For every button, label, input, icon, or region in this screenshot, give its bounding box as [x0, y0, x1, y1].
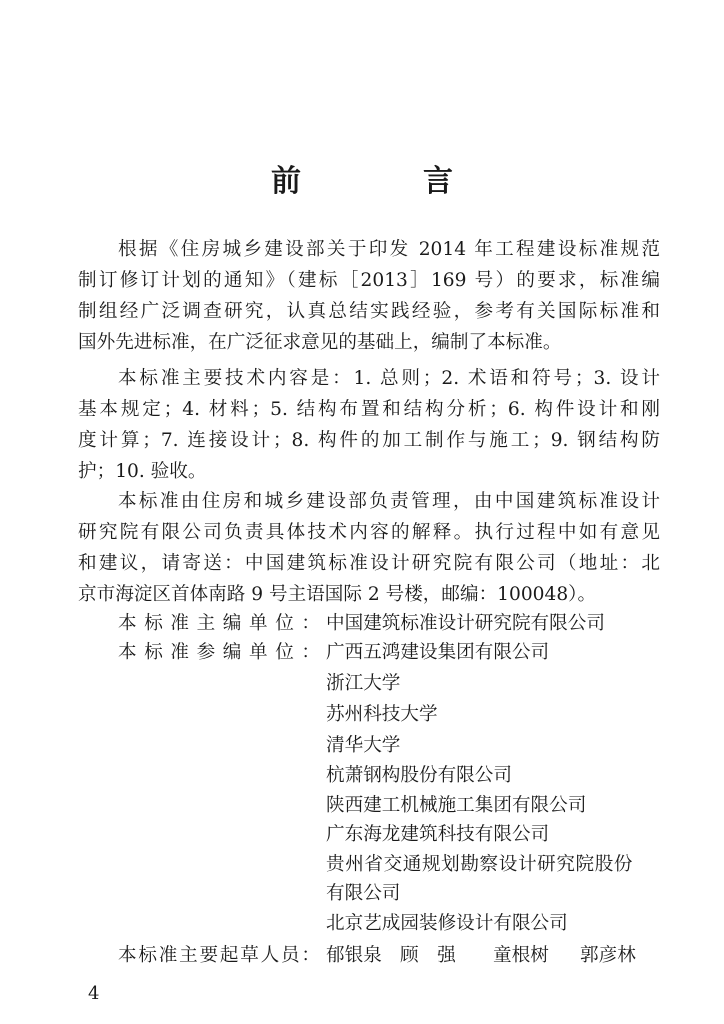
- paragraph-line: 根据《住房城乡建设部关于印发 2014 年工程建设标准规范: [118, 239, 660, 260]
- paragraph-line: 京市海淀区首体南路 9 号主语国际 2 号楼，邮编：100048）。: [78, 584, 597, 605]
- paragraph-line: 国外先进标准，在广泛征求意见的基础上，编制了本标准。: [78, 332, 562, 353]
- paragraph-line: 本标准由住房和城乡建设部负责管理，由中国建筑标准设计: [118, 491, 660, 512]
- drafter-name: 童根树: [493, 945, 549, 966]
- drafters-label: 本标准主要起草人员：: [118, 945, 320, 966]
- participating-unit: 北京艺成园装修设计有限公司: [326, 913, 568, 934]
- paragraph-line: 本标准主要技术内容是：1. 总则；2. 术语和符号；3. 设计: [118, 368, 660, 389]
- participating-unit: 贵州省交通规划勘察设计研究院股份: [326, 854, 634, 875]
- participating-unit: 有限公司: [326, 883, 401, 904]
- paragraph-line: 制订修订计划的通知》（建标［2013］169 号）的要求，标准编: [78, 270, 660, 291]
- drafter-name: 郭彦林: [580, 945, 636, 966]
- drafter-name: 郁银泉: [326, 945, 382, 966]
- drafter-name: 顾 强: [400, 945, 456, 966]
- chief-unit-value: 中国建筑标准设计研究院有限公司: [326, 613, 605, 634]
- participating-unit: 杭萧钢构股份有限公司: [326, 765, 512, 786]
- paragraph-line: 制组经广泛调查研究，认真总结实践经验，参考有关国际标准和: [78, 301, 660, 322]
- participating-unit: 广西五鸿建设集团有限公司: [326, 642, 550, 663]
- paragraph-line: 度计算；7. 连接设计；8. 构件的加工制作与施工；9. 钢结构防: [78, 430, 660, 451]
- paragraph-line: 和建议，请寄送：中国建筑标准设计研究院有限公司（地址：北: [78, 553, 660, 574]
- chief-unit-label: 本标准主编单位：: [118, 613, 320, 634]
- participating-unit: 清华大学: [326, 735, 401, 756]
- participating-unit: 苏州科技大学: [326, 704, 438, 725]
- paragraph-line: 研究院有限公司负责具体技术内容的解释。执行过程中如有意见: [78, 522, 660, 543]
- participating-unit: 陕西建工机械施工集团有限公司: [326, 795, 587, 816]
- paragraph-line: 护；10. 验收。: [78, 461, 207, 482]
- paragraph-line: 基本规定；4. 材料；5. 结构布置和结构分析；6. 构件设计和刚: [78, 399, 660, 420]
- page-number: 4: [88, 983, 100, 1004]
- participating-unit: 浙江大学: [326, 673, 401, 694]
- participating-unit: 广东海龙建筑科技有限公司: [326, 824, 550, 845]
- participating-units-label: 本标准参编单位：: [118, 642, 320, 663]
- page-title: 前 言: [271, 164, 499, 199]
